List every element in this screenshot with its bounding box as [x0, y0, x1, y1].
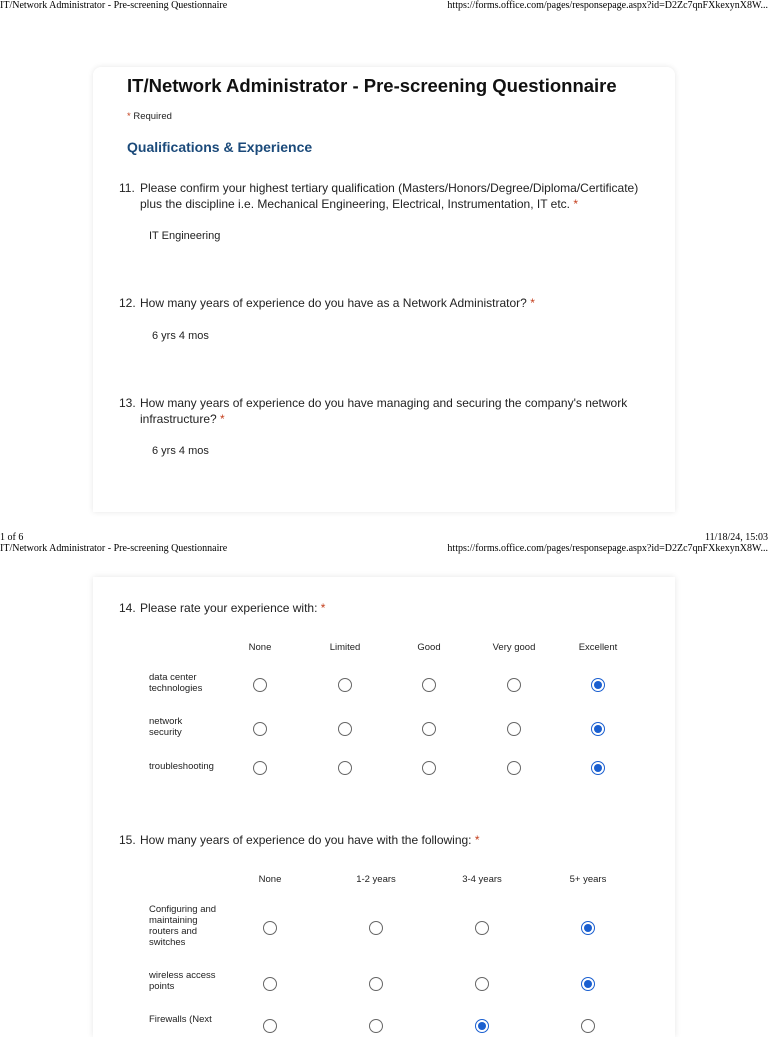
radio-3-4-years[interactable] [475, 921, 489, 935]
question-text-line2: plus the discipline i.e. Mechanical Engineering, Electrical, Instrumentation, IT etc. [140, 196, 570, 211]
row-label-line: Firewalls (Next [149, 1014, 212, 1025]
row-label-line: routers and [149, 926, 198, 937]
likert-column-good: Good [417, 642, 441, 653]
required-star: * [220, 411, 225, 426]
radio-3-4-years[interactable] [475, 1019, 489, 1033]
likert-column-none: None [258, 874, 282, 885]
required-star: * [530, 296, 535, 310]
radio-none[interactable] [253, 678, 267, 692]
radio-excellent[interactable] [591, 678, 605, 692]
radio-very-good[interactable] [507, 678, 521, 692]
print-page-number: 1 of 6 [0, 532, 24, 543]
question-number: 15. [119, 833, 136, 847]
radio-1-2-years[interactable] [369, 1019, 383, 1033]
row-label-line2: security [149, 727, 182, 738]
required-note [127, 111, 172, 122]
radio-very-good[interactable] [507, 761, 521, 775]
question-12 [119, 296, 535, 312]
answer-q11[interactable]: IT Engineering [149, 230, 221, 242]
form-card-page-1 [93, 67, 675, 512]
likert-row-label [149, 904, 216, 948]
required-star: * [573, 196, 579, 211]
required-star: * [320, 601, 326, 615]
answer-q12[interactable]: 6 yrs 4 mos [152, 330, 209, 342]
print-datetime: 11/18/24, 15:03 [705, 532, 768, 543]
question-text-line: How many years of experience do you have with the following: [140, 833, 472, 847]
question-text-line: Please rate your experience with: [140, 601, 318, 615]
form-title: IT/Network Administrator - Pre-screening Questionnaire [127, 75, 617, 96]
likert-column-3-4-years: 3-4 years [462, 874, 502, 885]
question-text [140, 181, 638, 212]
row-label-line: points [149, 981, 175, 992]
print-url: https://forms.office.com/pages/responsepage.aspx?id=D2Zc7qnFXkexynX8W... [447, 0, 768, 11]
likert-row-label [149, 672, 202, 694]
question-number: 14. [119, 601, 136, 615]
question-number: 13. [119, 396, 136, 410]
row-label-line1: troubleshooting [149, 761, 214, 772]
likert-row-label [149, 716, 182, 738]
radio-5-years[interactable] [581, 977, 595, 991]
radio-limited[interactable] [338, 678, 352, 692]
print-header [0, 0, 768, 11]
likert-row-label [149, 970, 216, 992]
required-star: * [127, 111, 131, 122]
print-page-title: IT/Network Administrator - Pre-screening Questionnaire [0, 0, 228, 11]
likert-row-label [149, 1014, 212, 1025]
question-15 [119, 833, 480, 849]
radio-none[interactable] [263, 921, 277, 935]
question-14 [119, 601, 326, 617]
likert-column-5-plus-years: 5+ years [569, 874, 607, 885]
question-11 [119, 181, 639, 211]
radio-none[interactable] [263, 1019, 277, 1033]
question-text [140, 833, 480, 849]
question-text-line: How many years of experience do you have as a Network Administrator? [140, 296, 527, 310]
section-title: Qualifications & Experience [127, 139, 313, 155]
row-label-line: wireless access [149, 970, 216, 981]
answer-q13[interactable]: 6 yrs 4 mos [152, 445, 209, 457]
radio-none[interactable] [263, 977, 277, 991]
likert-row-label [149, 761, 214, 772]
radio-limited[interactable] [338, 761, 352, 775]
radio-5-years[interactable] [581, 921, 595, 935]
likert-column-limited: Limited [329, 642, 361, 653]
likert-column-none: None [248, 642, 272, 653]
row-label-line: switches [149, 937, 186, 948]
radio-good[interactable] [422, 722, 436, 736]
row-label-line: maintaining [149, 915, 198, 926]
row-label-line1: network [149, 716, 183, 727]
likert-column-excellent: Excellent [578, 642, 618, 653]
radio-excellent[interactable] [591, 722, 605, 736]
question-text [140, 601, 325, 617]
print-url: https://forms.office.com/pages/responsepage.aspx?id=D2Zc7qnFXkexynX8W... [447, 543, 768, 554]
radio-1-2-years[interactable] [369, 921, 383, 935]
question-text-line1: Please confirm your highest tertiary qualification (Masters/Honors/Degree/Diploma/Certificate) [140, 181, 639, 195]
likert-column-very-good: Very good [492, 642, 536, 653]
row-label-line: Configuring and [149, 904, 217, 915]
print-footer [0, 532, 768, 543]
radio-good[interactable] [422, 678, 436, 692]
radio-good[interactable] [422, 761, 436, 775]
radio-excellent[interactable] [591, 761, 605, 775]
question-13 [119, 396, 628, 426]
question-text [140, 396, 627, 427]
required-star: * [474, 833, 480, 847]
radio-very-good[interactable] [507, 722, 521, 736]
question-text-line2: infrastructure? [140, 411, 217, 426]
radio-5-years[interactable] [581, 1019, 595, 1033]
form-card-page-2 [93, 577, 675, 1037]
likert-column-1-2-years: 1-2 years [356, 874, 396, 885]
required-note-text: Required [133, 111, 172, 122]
row-label-line2: technologies [149, 683, 203, 694]
print-header-page-2 [0, 543, 768, 554]
question-number: 11. [119, 181, 135, 195]
question-number: 12. [119, 296, 136, 310]
radio-1-2-years[interactable] [369, 977, 383, 991]
radio-none[interactable] [253, 761, 267, 775]
question-text-line1: How many years of experience do you have managing and securing the company's network [140, 396, 628, 410]
radio-3-4-years[interactable] [475, 977, 489, 991]
radio-none[interactable] [253, 722, 267, 736]
row-label-line1: data center [149, 672, 197, 683]
question-text [140, 296, 535, 312]
radio-limited[interactable] [338, 722, 352, 736]
print-page-title: IT/Network Administrator - Pre-screening Questionnaire [0, 543, 228, 554]
